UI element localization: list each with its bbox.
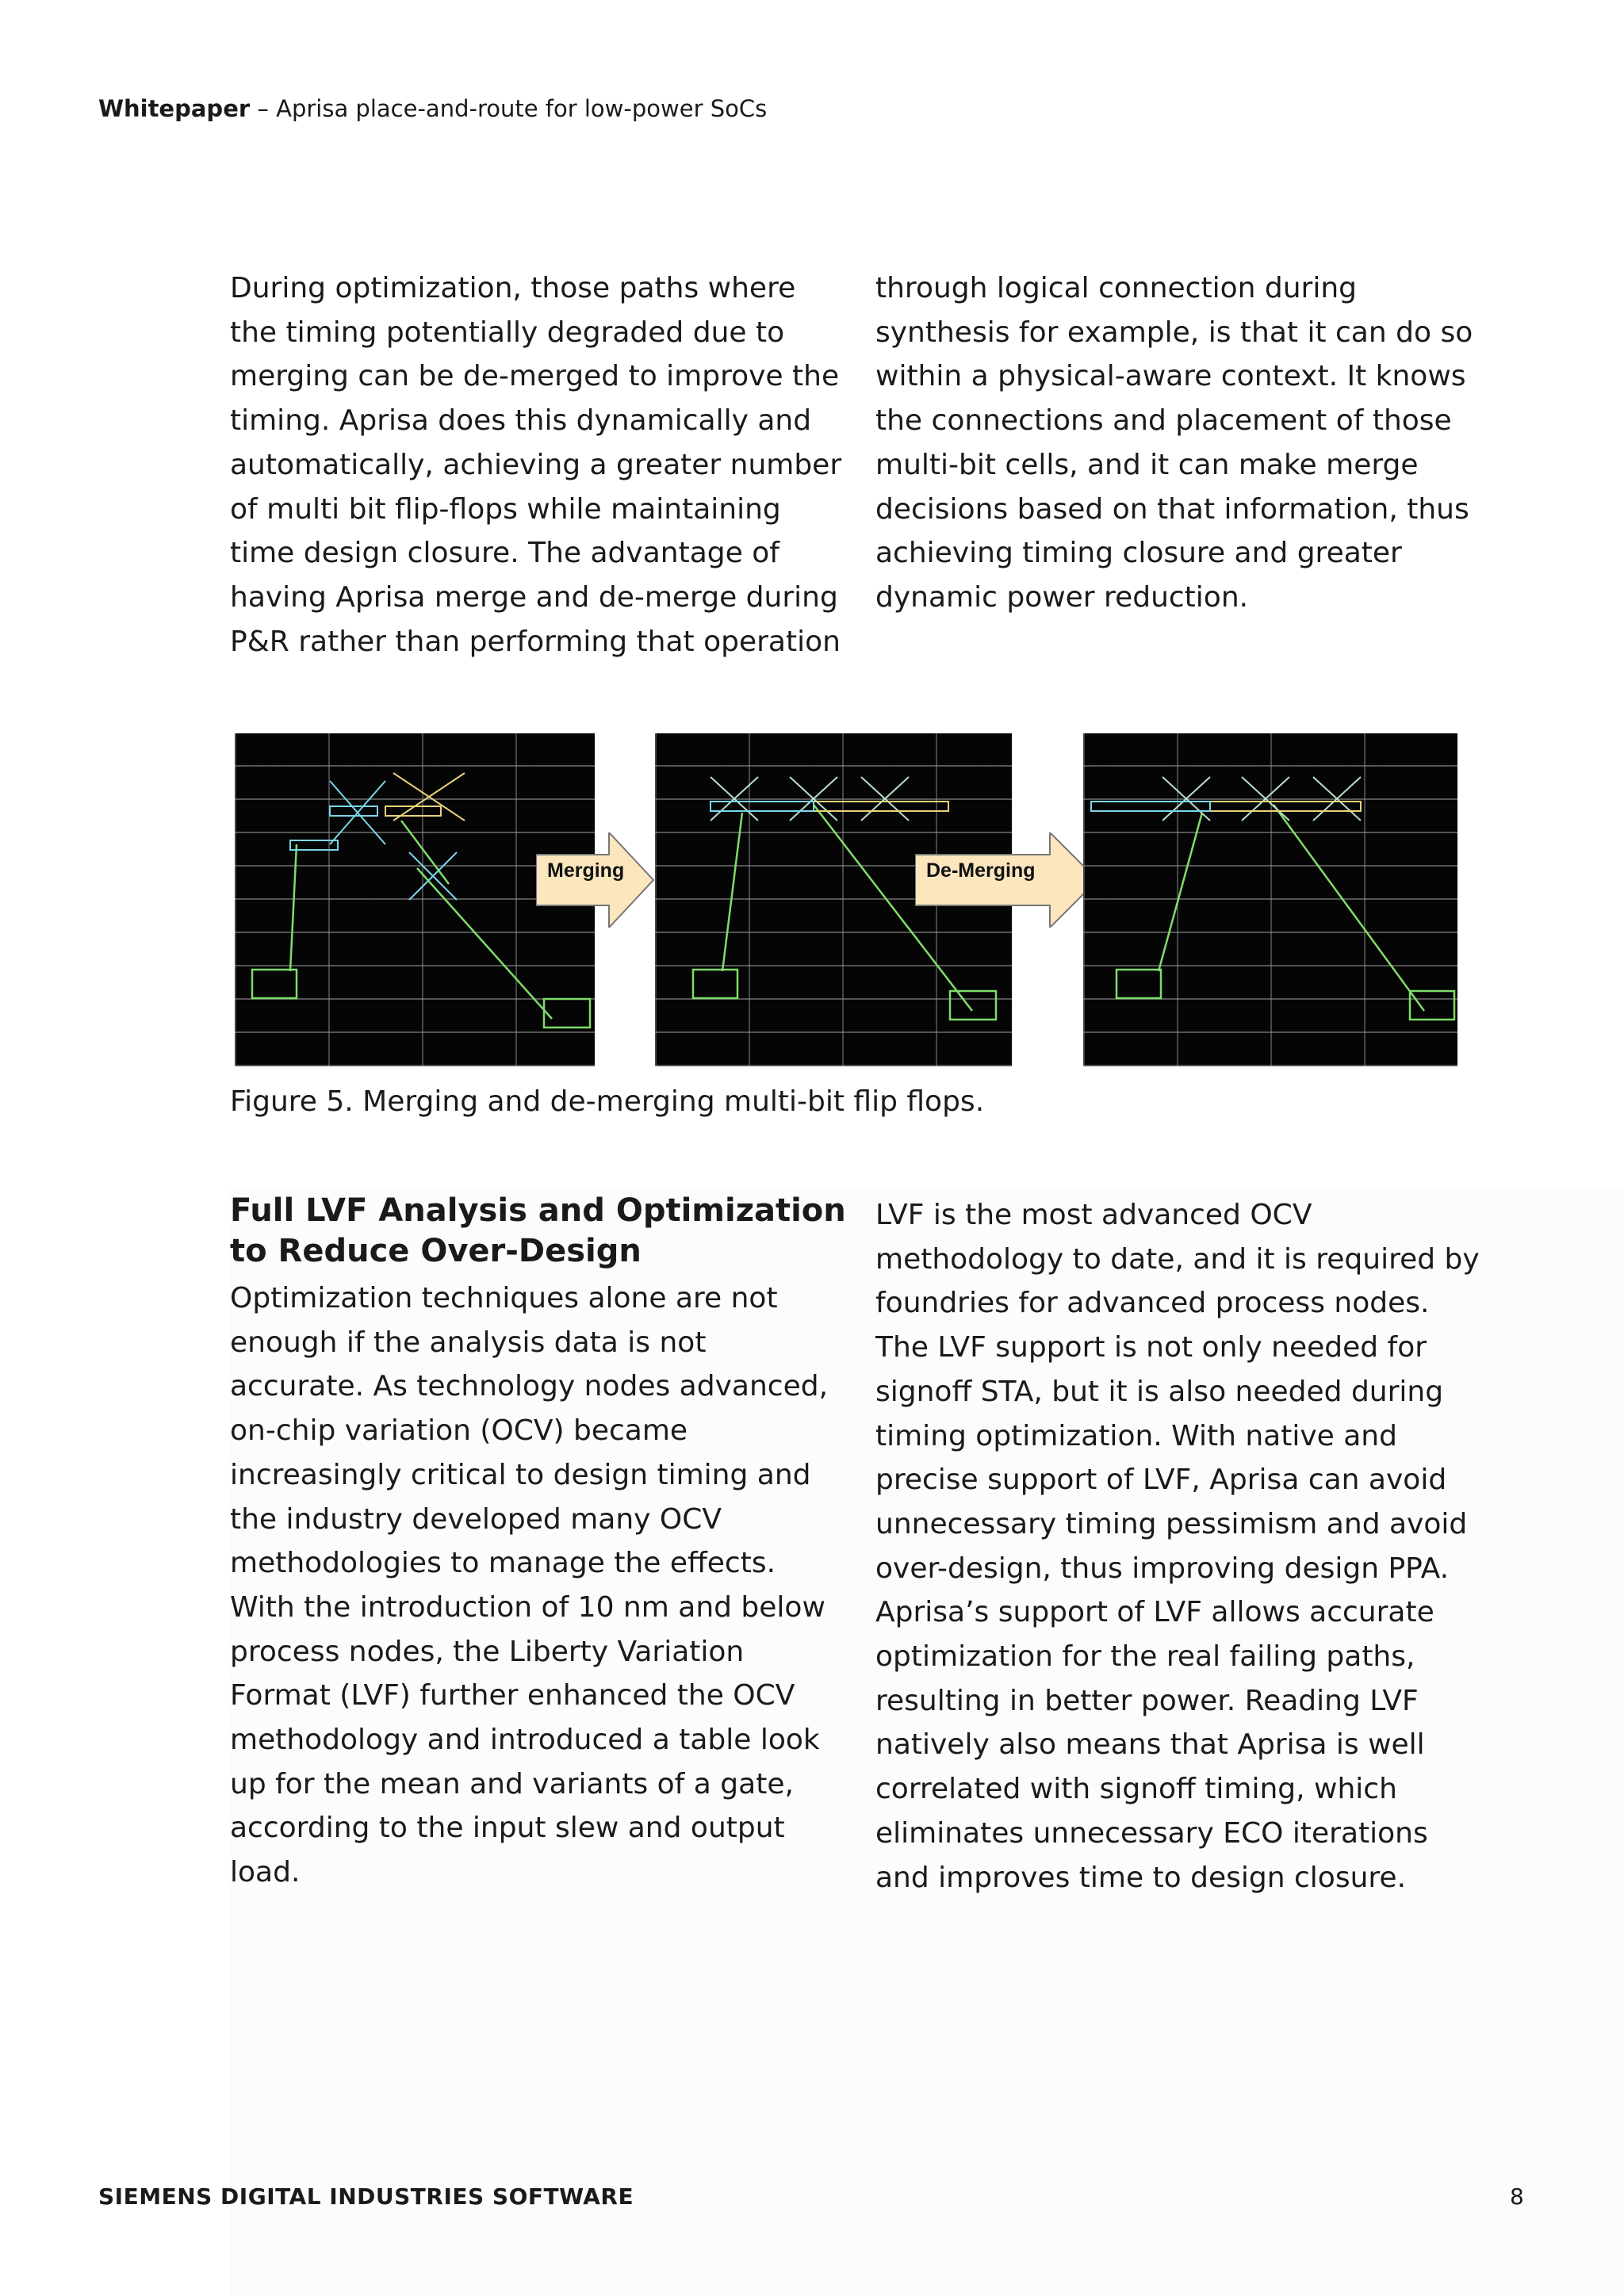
section1-left-column — [230, 266, 848, 664]
page-header — [98, 94, 767, 124]
body-paragraph: During optimization, those paths where the timing potentially degraded due to merging can be de-merged to improve the timing. Aprisa does this dynamically and automatically, achieving a greater number of multi bit flip-flops while maintaining time design closure. The advantage of having Aprisa merge and de-merge during P&R rather than performing that operation — [230, 272, 842, 658]
header-label: Whitepaper — [98, 95, 251, 122]
layout-screenshot-demerged — [1083, 733, 1457, 1066]
body-paragraph: LVF is the most advanced OCV methodology to date, and it is required by foundries for advanced process nodes. The LVF support is not only needed for signoff STA, but it is also needed during timing optimization. With native and precise support of LVF, Aprisa can avoid unnecessary timing pessimism and avoid over-design, thus improving design PPA. — [875, 1199, 1480, 1585]
body-paragraph: Optimization techniques alone are not enough if the analysis data is not accurate. As technology nodes advanced, on-chip variation (OCV) became increasingly critical to design timing and the industry developed many OCV methodologies to manage the effects. With the introduction of 10 nm and below process nodes, the Liberty Variation Format (LVF) further enhanced the OCV methodology and introduced a table look up for the mean and variants of a gate, according to the input slew and output load. — [230, 1282, 829, 1889]
figure-caption: Figure 5. Merging and de-merging multi-bit flip flops. — [230, 1085, 985, 1118]
merging-arrow — [536, 832, 655, 928]
section2-left-column — [230, 1191, 848, 1895]
heading-line-2: to Reduce Over-Design — [230, 1233, 642, 1269]
figure-5 — [235, 733, 1457, 1066]
header-title: – Aprisa place-and-route for low-power SoCs — [250, 95, 768, 122]
page-number: 8 — [1510, 2183, 1524, 2210]
section-heading — [230, 1191, 848, 1272]
de-merging-label: De-Merging — [926, 859, 1036, 882]
heading-line-1: Full LVF Analysis and Optimization — [230, 1192, 846, 1229]
body-paragraph: Aprisa’s support of LVF allows accurate optimization for the real failing paths, resulting in better power. Reading LVF natively also means that Aprisa is well correlated with signoff timing, which eliminates unnecessary ECO iterations and improves time to design closure. — [875, 1596, 1434, 1894]
section2-right-column — [875, 1193, 1486, 1900]
de-merging-arrow — [915, 832, 1099, 928]
merging-label: Merging — [547, 859, 625, 882]
section1-right-column — [875, 266, 1478, 620]
footer-company: SIEMENS DIGITAL INDUSTRIES SOFTWARE — [98, 2183, 634, 2210]
body-paragraph: through logical connection during synthesis for example, is that it can do so within a physical-aware context. It knows the connections and placement of those multi-bit cells, and it can make merge decisions based on that information, thus achieving timing closure and greater dynamic power reduction. — [875, 272, 1473, 614]
